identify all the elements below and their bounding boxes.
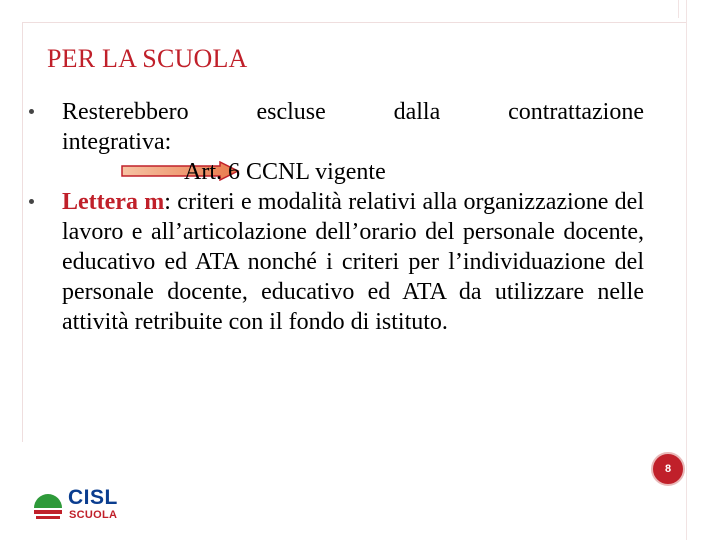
item-1-line-1: Resterebbero escluse dalla contrattazione [62,99,644,125]
frame-top-line [22,22,686,23]
bullet-item-2 [62,187,644,337]
slide-content [62,97,644,337]
item-2-lead: Lettera [62,189,138,215]
item-2-text: : criteri e modalità relativi alla organizzazione del lavoro e all’articolazione dell’orario del personale docente, educativo ed ATA nonché i criteri per l’individuazione del personale docente, educativo ed ATA da utilizzare nelle attività retribuite con il fondo di istituto. [62,189,645,335]
frame-right-tick [678,0,679,18]
bullet-icon [29,109,34,114]
item-1-sub-line [62,157,644,187]
frame-left-line [22,22,23,442]
frame-right-line [686,0,687,540]
cisl-logo-icon [30,486,66,522]
logo-name: CISL [68,486,118,509]
bullet-icon [29,199,34,204]
logo-subtitle: SCUOLA [69,509,118,521]
page-number-badge: 8 [651,452,685,486]
slide-title: PER LA SCUOLA [47,44,248,73]
bullet-item-1 [62,97,644,187]
item-1-line-2: integrativa: [62,129,172,155]
item-1-reference: Art. 6 CCNL vigente [184,159,386,185]
item-2-letter: m [144,189,165,215]
cisl-logo [30,484,140,528]
